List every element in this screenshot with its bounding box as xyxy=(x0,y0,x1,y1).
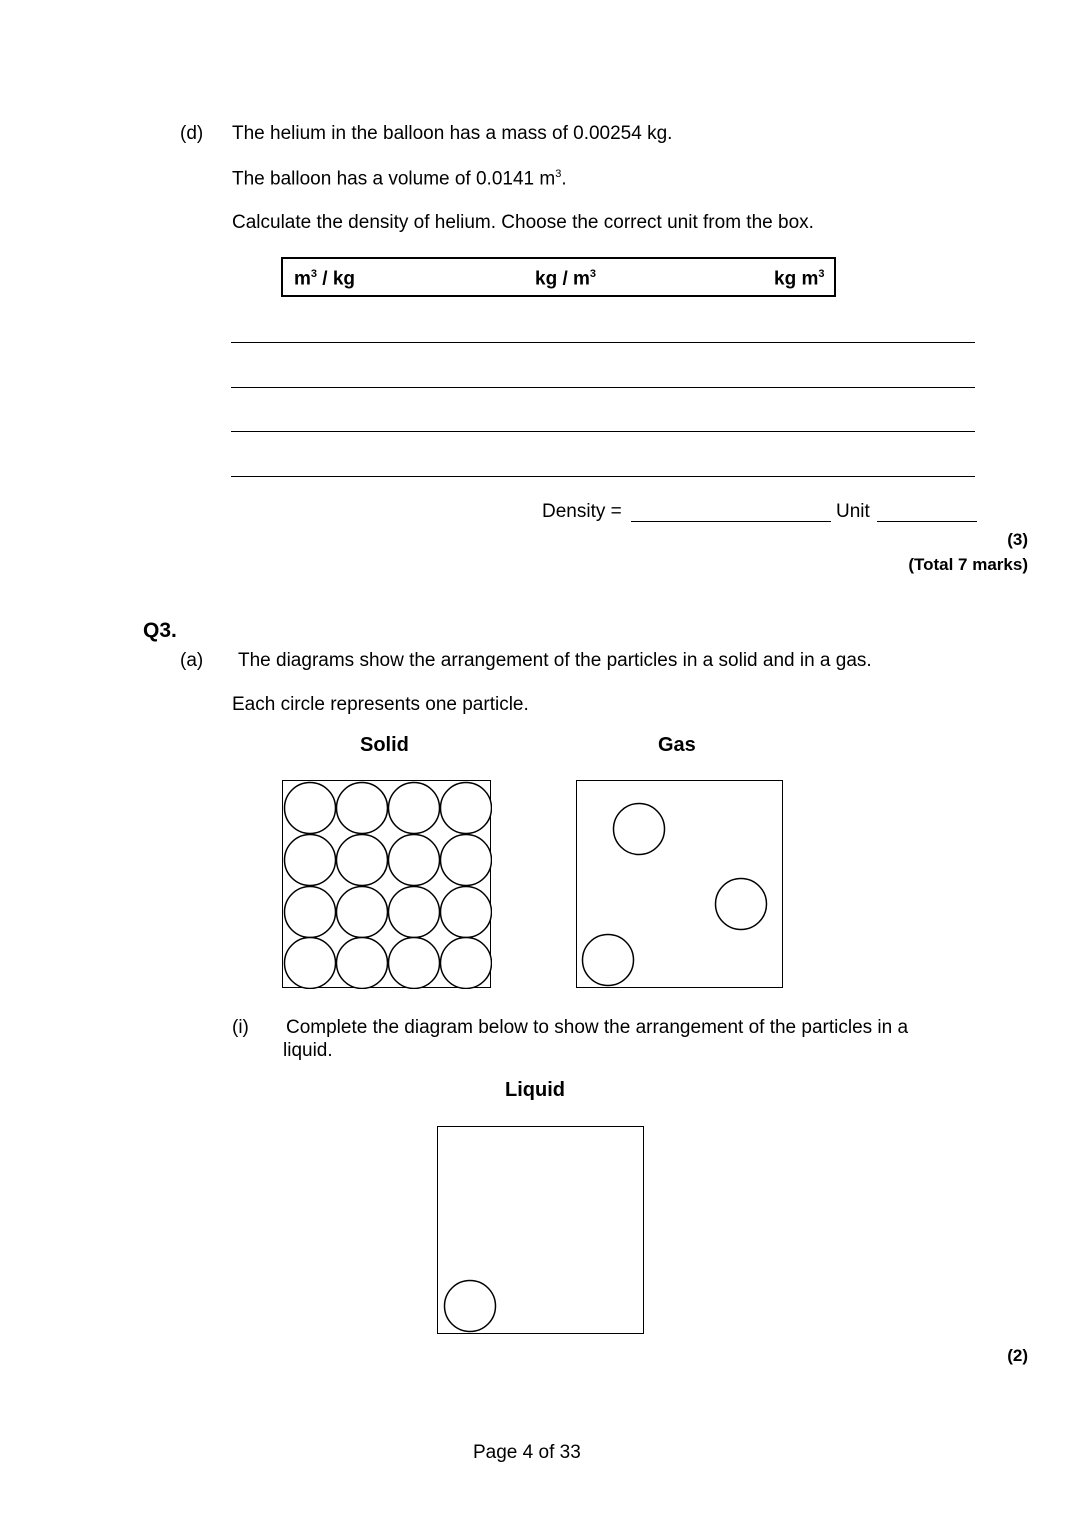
gas-diagram xyxy=(576,780,783,988)
density-instruction: Calculate the density of helium. Choose the correct unit from the box. xyxy=(232,212,814,233)
gas-particle xyxy=(614,804,665,855)
solid-particle xyxy=(389,783,440,834)
part-a-label: (a) xyxy=(180,650,204,671)
solid-particle xyxy=(285,938,336,989)
solid-heading: Solid xyxy=(360,734,409,756)
unit-answer-line[interactable] xyxy=(877,521,977,522)
mass-statement: The helium in the balloon has a mass of 0.00254 kg. xyxy=(232,123,673,144)
solid-particles xyxy=(283,781,492,989)
solid-particle xyxy=(389,887,440,938)
sub-i-text-line2: liquid. xyxy=(283,1040,333,1061)
particle-note: Each circle represents one particle. xyxy=(232,694,529,715)
answer-line-4[interactable] xyxy=(231,476,975,477)
solid-particle xyxy=(337,938,388,989)
answer-line-2[interactable] xyxy=(231,387,975,388)
solid-particle xyxy=(285,783,336,834)
part-d-label: (d) xyxy=(180,123,204,144)
q3-intro: The diagrams show the arrangement of the particles in a solid and in a gas. xyxy=(238,650,872,671)
liquid-particles xyxy=(438,1127,645,1335)
gas-heading: Gas xyxy=(658,734,696,756)
page-number: Page 4 of 33 xyxy=(473,1442,581,1463)
liquid-heading: Liquid xyxy=(505,1079,565,1101)
solid-particle xyxy=(337,887,388,938)
unit-option-kg-m3[interactable]: kg $m^3$ xyxy=(774,268,825,290)
solid-particle xyxy=(285,887,336,938)
solid-particle xyxy=(441,783,492,834)
solid-particle xyxy=(441,887,492,938)
total-marks: (Total 7 marks) xyxy=(908,555,1028,574)
solid-particle xyxy=(389,938,440,989)
part-i-marks: (2) xyxy=(1007,1346,1028,1365)
liquid-particle xyxy=(445,1281,496,1332)
sub-i-label: (i) xyxy=(232,1017,249,1038)
solid-particle xyxy=(441,938,492,989)
solid-diagram xyxy=(282,780,491,988)
solid-particle xyxy=(337,835,388,886)
solid-particle xyxy=(389,835,440,886)
sub-i-text-line1: Complete the diagram below to show the arrangement of the particles in a xyxy=(286,1017,909,1038)
volume-statement: The balloon has a volume of 0.0141 $m^3$. xyxy=(232,168,567,190)
density-answer-line[interactable] xyxy=(631,521,831,522)
density-label: Density = xyxy=(542,501,622,522)
solid-particle xyxy=(285,835,336,886)
gas-particle xyxy=(583,935,634,986)
answer-line-1[interactable] xyxy=(231,342,975,343)
gas-particles xyxy=(577,781,784,989)
unit-option-m3-per-kg[interactable]: $m^3$ / kg xyxy=(294,268,356,290)
liquid-diagram[interactable] xyxy=(437,1126,644,1334)
unit-choice-box xyxy=(281,257,836,297)
unit-option-kg-per-m3[interactable]: kg / $m^3$ xyxy=(535,268,597,290)
answer-line-3[interactable] xyxy=(231,431,975,432)
part-d-marks: (3) xyxy=(1007,530,1028,549)
unit-label: Unit xyxy=(836,501,870,522)
solid-particle xyxy=(441,835,492,886)
gas-particle xyxy=(716,879,767,930)
question-number: Q3. xyxy=(143,619,177,642)
solid-particle xyxy=(337,783,388,834)
